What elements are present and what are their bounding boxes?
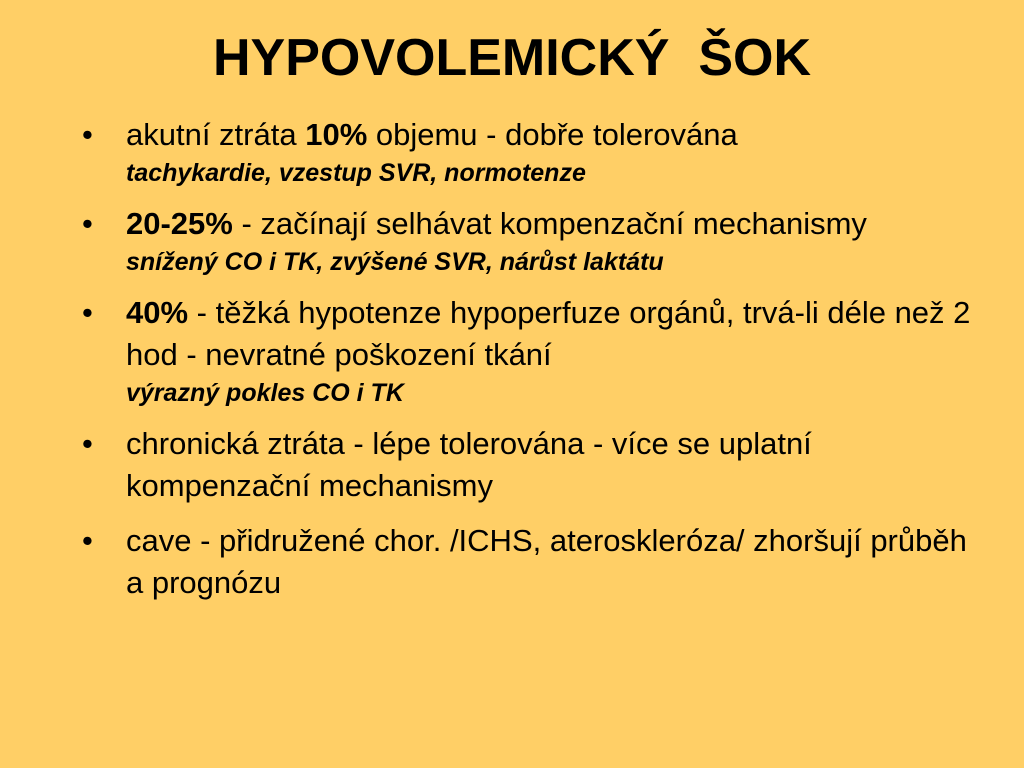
bullet-item xyxy=(82,292,982,410)
bullet-note: tachykardie, vzestup SVR, normotenze xyxy=(126,159,586,187)
slide-title: HYPOVOLEMICKÝ ŠOK xyxy=(212,29,812,87)
bullet-item xyxy=(82,423,982,507)
bullet-list xyxy=(82,114,982,617)
bullet-note: snížený CO i TK, zvýšené SVR, nárůst laktátu xyxy=(126,248,664,276)
bullet-highlight: 20-25% xyxy=(126,206,233,241)
bullet-dot-icon: • xyxy=(82,426,93,461)
bullet-note: výrazný pokles CO i TK xyxy=(126,379,404,407)
bullet-dot-icon: • xyxy=(82,523,93,558)
bullet-dot-icon: • xyxy=(82,295,93,330)
bullet-text: objemu - dobře tolerována xyxy=(367,117,738,152)
bullet-highlight: 10% xyxy=(305,117,368,152)
bullet-item xyxy=(82,520,982,604)
bullet-item xyxy=(82,114,982,190)
bullet-highlight: 40% xyxy=(126,295,189,330)
bullet-dot-icon: • xyxy=(82,117,93,152)
bullet-text: - začínají selhávat kompenzační mechanismy xyxy=(232,206,867,241)
bullet-text: chronická ztráta - lépe tolerována - více se uplatní kompenzační mechanismy xyxy=(126,426,812,503)
bullet-item xyxy=(82,203,982,279)
bullet-dot-icon: • xyxy=(82,206,93,241)
bullet-text: cave - přidružené chor. /ICHS, ateroskleróza/ zhoršují průběh a prognózu xyxy=(126,523,967,600)
bullet-text: - těžká hypotenze hypoperfuze orgánů, trvá-li déle než 2 hod - nevratné poškození tkání xyxy=(126,295,971,372)
bullet-prefix: akutní ztráta xyxy=(126,117,306,152)
